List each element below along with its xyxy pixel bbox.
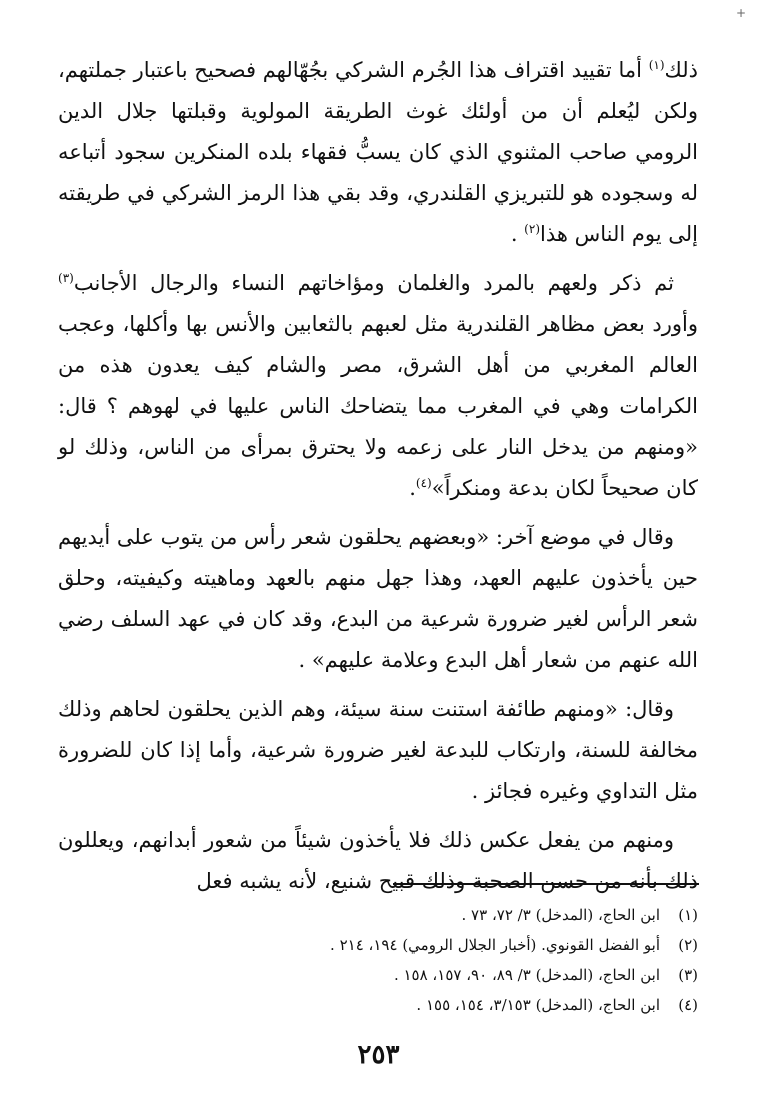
- footnote-separator: [393, 883, 699, 885]
- footnote-text: أبو الفضل القونوي. (أخبار الجلال الرومي) ١٩٤، ٢١٤ .: [330, 936, 660, 954]
- footnote-ref-4: (٤): [415, 476, 432, 490]
- paragraph-2: [58, 263, 698, 509]
- footnote-ref-1: (١): [648, 58, 665, 72]
- paragraph-3-text: وقال في موضع آخر: «وبعضهم يحلقون شعر رأس من يتوب على أيديهم حين يأخذون عليهم العهد، وهذا جهل منهم بالعهد وماهيته وكيفيته، وحلق شعر الرأس لغير ضرورة شرعية من البدع، وقد كان في عهد السلف رضي الله عنهم من شعار أهل البدع وعلامة عليهم» .: [58, 525, 698, 672]
- paragraph-5: [58, 820, 698, 902]
- paragraph-4-text: وقال: «ومنهم طائفة استنت سنة سيئة، وهم الذين يحلقون لحاهم وذلك مخالفة للسنة، وارتكاب للبدعة لغير ضرورة شرعية، وأما إذا كان للضرورة مثل التداوي وغيره فجائز .: [58, 697, 698, 803]
- corner-mark: +: [736, 6, 747, 20]
- paragraph-3: [58, 517, 698, 681]
- footnote-2: [200, 930, 698, 960]
- paragraph-1: [58, 50, 698, 255]
- footnotes: [200, 900, 698, 1020]
- paragraph-1-text-a: ذلك: [664, 58, 698, 82]
- footnote-number: (٤): [678, 996, 698, 1014]
- footnote-text: ابن الحاج، (المدخل) ٣/١٥٣، ١٥٤، ١٥٥ .: [416, 996, 660, 1014]
- paragraph-5-text: ومنهم من يفعل عكس ذلك فلا يأخذون شيئاً من شعور أبدانهم، ويعللون ذلك بأنه من حسن الصحبة وذلك قبيح شنيع، لأنه يشبه فعل: [58, 828, 698, 893]
- footnote-ref-2: (٢): [524, 222, 540, 236]
- paragraph-2-text-b: وأورد بعض مظاهر القلندرية مثل لعبهم بالثعابين والأنس بها وأكلها، وعجب العالم المغربي من أهل الشرق، مصر والشام كيف يعدون هذه من الكرامات وهي في المغرب مما يتضاحك الناس عليها في لهوهم ؟ قال: «ومنهم من يدخل النار على زعمه ولا يحترق بمرأى من الناس، وذلك لو كان صحيحاً لكان بدعة ومنكراً»: [58, 312, 698, 500]
- page-number: ٢٥٣: [357, 1040, 400, 1070]
- paragraph-1-text-c: .: [510, 222, 525, 246]
- main-text: [58, 50, 698, 910]
- footnote-1: [200, 900, 698, 930]
- footnote-3: [200, 960, 698, 990]
- paragraph-1-text-b: أما تقييد اقتراف هذا الجُرم الشركي بجُهّالهم فصحيح باعتبار جملتهم، ولكن ليُعلم أن من أولئك غوث الطريقة المولوية وقبلتها جلال الدين الرومي صاحب المثنوي الذي كان يسبُّ فقهاء بلده المنكرين سجود أتباعه له وسجوده هو للتبريزي القلندري، وقد بقي هذا الرمز الشركي في طريقته إلى يوم الناس هذا: [58, 58, 698, 246]
- footnote-number: (٣): [678, 966, 698, 984]
- paragraph-4: [58, 689, 698, 812]
- paragraph-2-text-a: ثم ذكر ولعهم بالمرد والغلمان ومؤاخاتهم النساء والرجال الأجانب: [73, 271, 674, 295]
- footnote-number: (١): [678, 906, 698, 924]
- footnote-4: [200, 990, 698, 1020]
- footnote-ref-3: (٣): [58, 271, 74, 285]
- footnote-number: (٢): [678, 936, 698, 954]
- paragraph-2-text-c: .: [409, 476, 416, 500]
- footnote-text: ابن الحاج، (المدخل) ٣/ ٨٩، ٩٠، ١٥٧، ١٥٨ .: [393, 966, 660, 984]
- footnote-text: ابن الحاج، (المدخل) ٣/ ٧٢، ٧٣ .: [461, 906, 660, 924]
